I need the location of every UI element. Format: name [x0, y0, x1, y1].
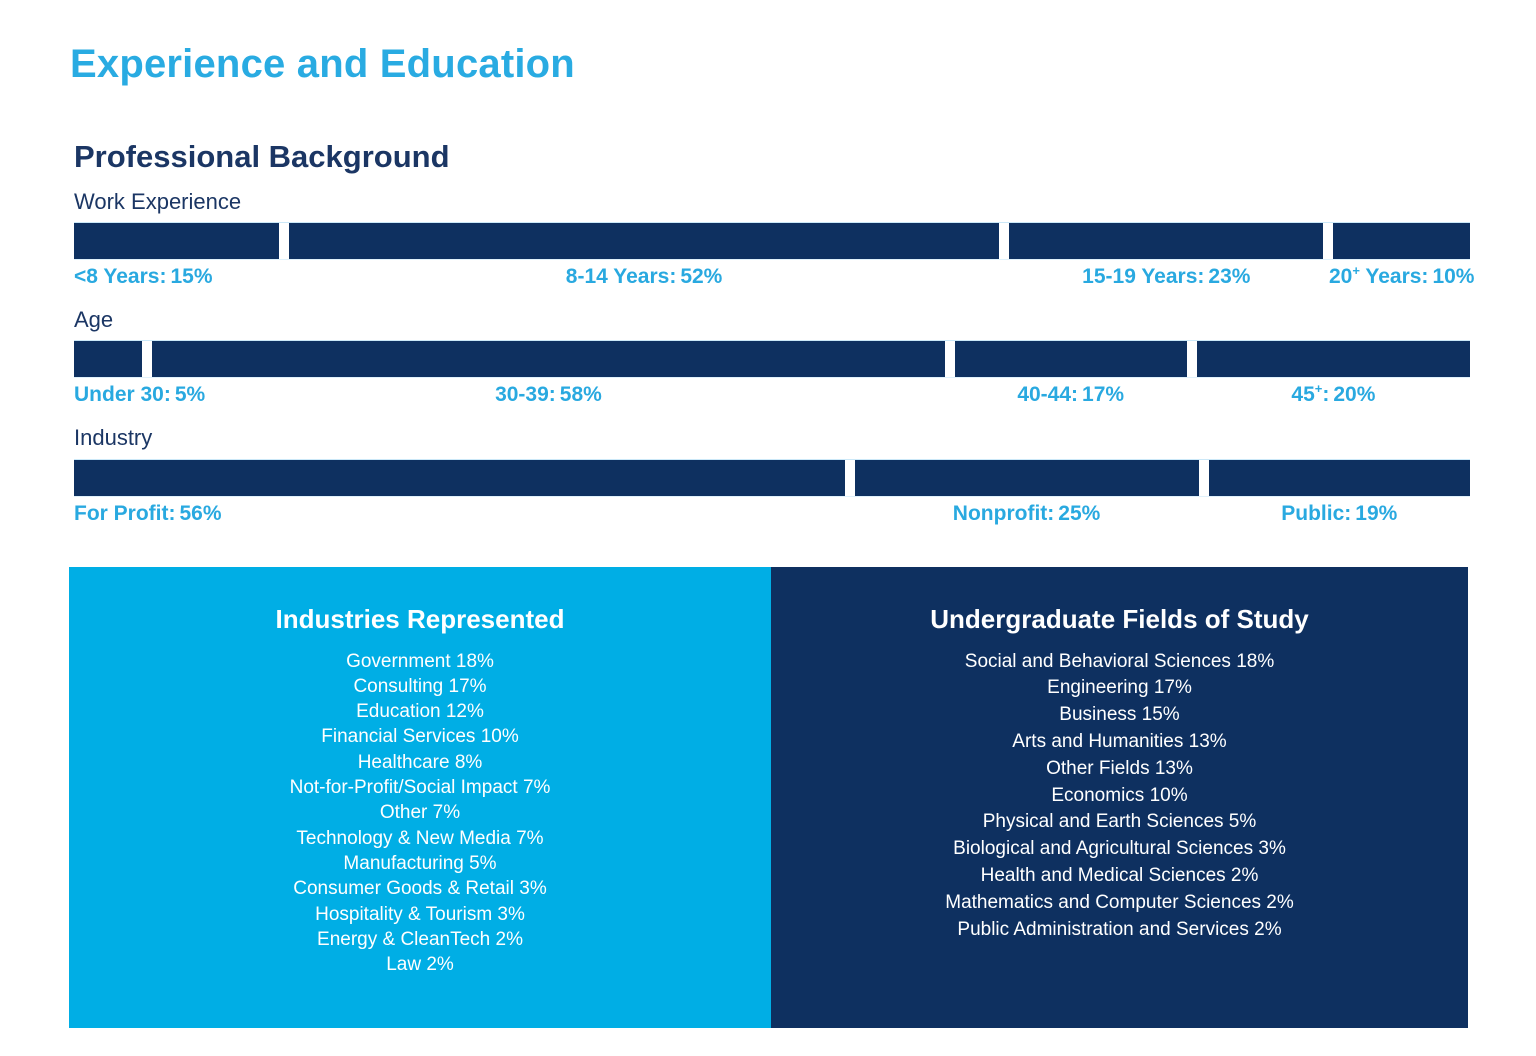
bar-segment-label: 30-39: 58% [495, 383, 602, 407]
bottom-panels [69, 567, 1468, 1028]
bar-segment-label: 45+: 20% [1291, 381, 1376, 407]
bar-segment-label: <8 Years: 15% [74, 265, 213, 289]
panel-list-item: Healthcare 8% [357, 751, 483, 773]
bar-segment-20-years [1333, 223, 1470, 259]
bar-segment-8-14-years [289, 223, 999, 259]
panel-list-item: Financial Services 10% [321, 726, 519, 748]
bar-track [74, 222, 1470, 260]
bar-segment-value: 20% [1333, 383, 1376, 407]
bar-segment-for-profit [74, 460, 845, 496]
bar-segment-value: 58% [559, 383, 602, 407]
bar-segment-value: 5% [174, 383, 206, 407]
bar-segment-45 [1197, 341, 1470, 377]
panel-list-item: Other Fields 13% [1046, 757, 1193, 779]
bar-segment-value: 17% [1082, 383, 1125, 407]
bar-segment-8-years [74, 223, 279, 259]
panel-list-item: Manufacturing 5% [343, 852, 497, 874]
bar-group-age [74, 308, 1470, 407]
bar-segment-under-30 [74, 341, 142, 377]
bar-segment-label: 15-19 Years: 23% [1082, 265, 1251, 289]
panel-list-item: Business 15% [1059, 704, 1180, 726]
panel-list-item: Consulting 17% [353, 675, 487, 697]
bar-segment-label: Public: 19% [1281, 501, 1398, 525]
bar-track [74, 340, 1470, 378]
panel-list-item: Social and Behavioral Sciences 18% [964, 650, 1275, 672]
panel-list-item: Technology & New Media 7% [296, 827, 544, 849]
fields-of-study-list [771, 649, 1468, 944]
infographic-page [0, 44, 1536, 1056]
panel-list-item: Energy & CleanTech 2% [317, 928, 523, 950]
panel-list-item: Not-for-Profit/Social Impact 7% [289, 777, 551, 799]
bar-segment-label: Under 30: 5% [74, 383, 206, 407]
bar-segment-30-39 [152, 341, 944, 377]
panel-list-item: Other 7% [379, 802, 461, 824]
bar-group-title: Work Experience [74, 189, 242, 214]
bar-segment-nonprofit [855, 460, 1199, 496]
bar-segment-label: For Profit: 56% [74, 501, 222, 525]
bar-group-title: Age [74, 307, 114, 333]
panel-undergraduate-fields [771, 567, 1468, 1028]
bar-group-title: Industry [74, 425, 153, 451]
panel-list-item: Government 18% [346, 650, 494, 672]
industries-list [69, 649, 771, 978]
bar-segment-label: 8-14 Years: 52% [565, 265, 723, 289]
panel-list-item: Health and Medical Sciences 2% [980, 864, 1259, 886]
bar-group-work-experience [74, 189, 1475, 289]
panel-list-item: Mathematics and Computer Sciences 2% [945, 891, 1294, 913]
panel-list-item: Economics 10% [1051, 784, 1188, 806]
bar-labels-row [74, 263, 1475, 289]
bar-segment-value: 56% [179, 501, 222, 525]
panel-title-fields-of-study: Undergraduate Fields of Study [930, 603, 1309, 634]
bar-segment-value: 25% [1058, 501, 1101, 525]
panel-list-item: Public Administration and Services 2% [957, 918, 1282, 940]
bar-segment-value: 23% [1208, 265, 1251, 289]
panel-list-item: Arts and Humanities 13% [1012, 730, 1227, 752]
page-title: Experience and Education [70, 42, 575, 86]
bar-segment-label: Nonprofit: 25% [952, 501, 1101, 525]
bar-segment-label: 40-44: 17% [1017, 383, 1125, 407]
section-title-professional-background: Professional Background [74, 139, 450, 174]
panel-list-item: Law 2% [386, 954, 454, 976]
bar-segment-public [1209, 460, 1470, 496]
panel-list-item: Physical and Earth Sciences 5% [982, 811, 1257, 833]
bar-segment-40-44 [955, 341, 1187, 377]
panel-list-item: Education 12% [356, 701, 484, 723]
bar-track [74, 459, 1470, 497]
panel-industries-represented [69, 567, 771, 1028]
stacked-bar-charts [74, 189, 1475, 526]
bar-group-industry [74, 426, 1470, 525]
panel-list-item: Hospitality & Tourism 3% [315, 903, 525, 925]
bar-labels-row [74, 383, 1470, 407]
panel-list-item: Engineering 17% [1047, 677, 1192, 699]
panel-title-industries: Industries Represented [275, 603, 565, 634]
panel-list-item: Consumer Goods & Retail 3% [293, 878, 547, 900]
bar-segment-value: 10% [1432, 265, 1475, 289]
bar-segment-value: 15% [170, 265, 213, 289]
bar-segment-value: 52% [680, 265, 723, 289]
panel-list-item: Biological and Agricultural Sciences 3% [953, 838, 1286, 860]
bar-segment-15-19-years [1009, 223, 1323, 259]
bar-segment-label: 20+ Years: 10% [1328, 263, 1475, 289]
bar-segment-value: 19% [1355, 501, 1398, 525]
bar-labels-row [74, 502, 1470, 526]
